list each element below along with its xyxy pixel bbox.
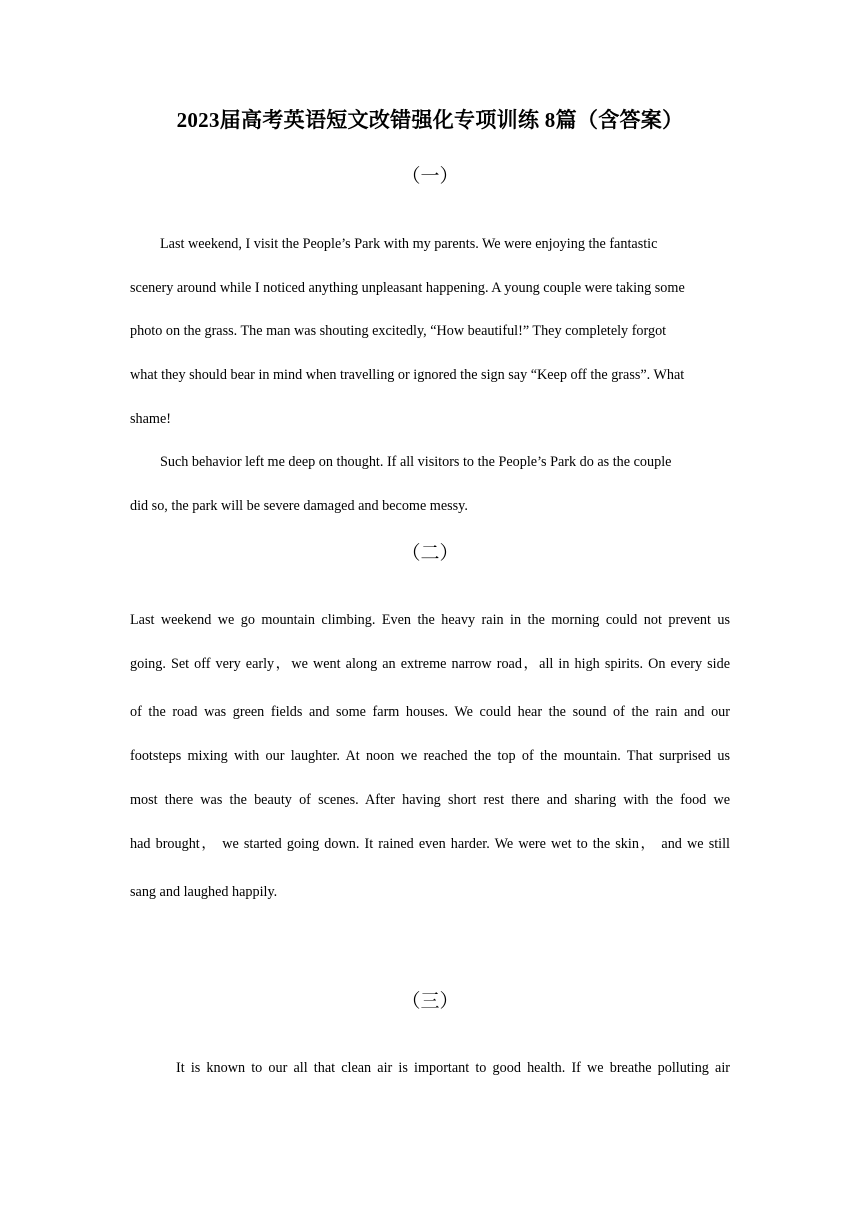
text-line: Last weekend we go mountain climbing. Even the heavy rain in the morning could not prevent us xyxy=(130,612,730,628)
text-line: did so, the park will be severe damaged and become messy. xyxy=(130,498,468,514)
document-title: 2023届高考英语短文改错强化专项训练 8篇（含答案） xyxy=(176,108,684,132)
text-line: photo on the grass. The man was shouting excitedly, “How beautiful!” They completely forgot xyxy=(130,323,667,339)
text-line: scenery around while I noticed anything unpleasant happening. A young couple were taking some xyxy=(130,280,685,296)
text-line: It is known to our all that clean air is important to good health. If we breathe polluting air xyxy=(176,1060,730,1076)
text-line: shame! xyxy=(130,411,171,427)
text-line: Such behavior left me deep on thought. If all visitors to the People’s Park do as the couple xyxy=(160,454,672,470)
text-line: sang and laughed happily. xyxy=(130,884,278,900)
section-1-heading: （一） xyxy=(401,166,459,187)
text-line: going. Set off very early，we went along an extreme narrow road，all in high spirits. On every side xyxy=(130,656,730,672)
text-line: most there was the beauty of scenes. After having short rest there and sharing with the food we xyxy=(130,792,730,808)
section-3-heading: （三） xyxy=(401,991,459,1012)
section-2-heading: （二） xyxy=(401,543,459,564)
text-line: what they should bear in mind when travelling or ignored the sign say “Keep off the grass”. What xyxy=(130,367,685,383)
text-line: of the road was green fields and some farm houses. We could hear the sound of the rain and our xyxy=(130,704,730,720)
text-line: Last weekend, I visit the People’s Park with my parents. We were enjoying the fantastic xyxy=(160,236,658,252)
text-line: had brought， we started going down. It rained even harder. We were wet to the skin， and we still xyxy=(130,836,730,852)
text-line: footsteps mixing with our laughter. At noon we reached the top of the mountain. That surprised us xyxy=(130,748,730,764)
